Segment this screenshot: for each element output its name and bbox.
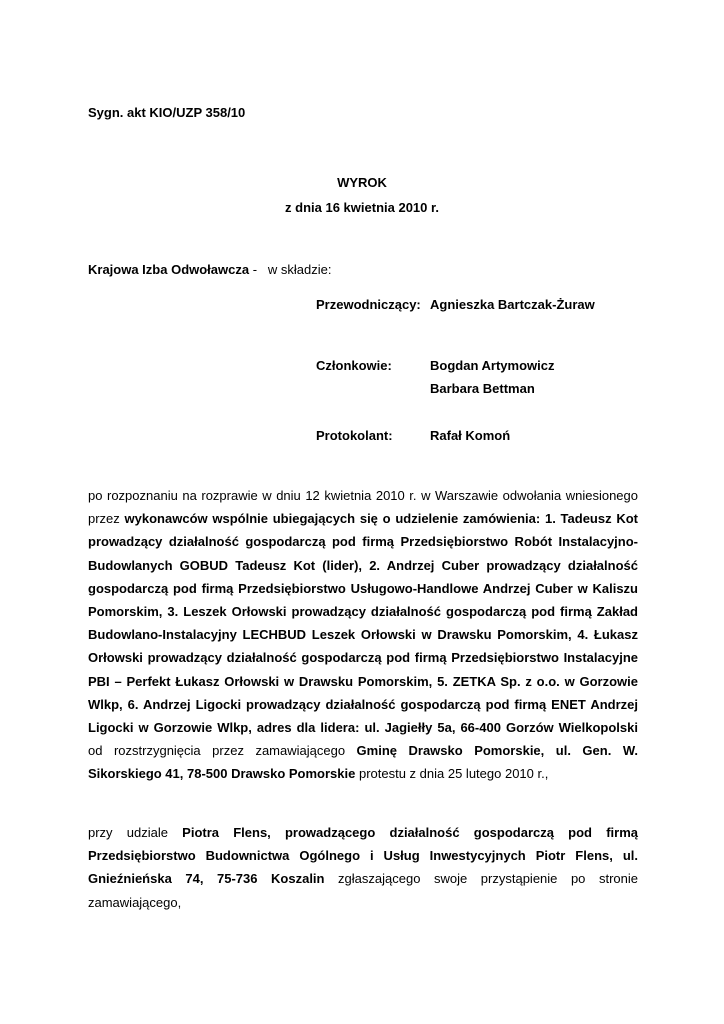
chair-name: Agnieszka Bartczak-Żuraw — [430, 297, 595, 312]
document-title: WYROK — [337, 175, 387, 190]
court-name: Krajowa Izba Odwoławcza — [88, 262, 250, 277]
court-separator: - — [249, 262, 268, 277]
composition-label: w składzie: — [267, 262, 332, 277]
clerk-label: Protokolant: — [316, 428, 393, 443]
chair-label: Przewodniczący: — [316, 297, 421, 312]
member-name: Barbara Bettman — [430, 381, 535, 396]
intervener: Piotra Flens, prowadzącego działalność gospodarczą pod firmą Przedsiębiorstwo Budownictwa Ogólnego i Usług Inwestycyjnych Piotr Flens, ul. Gnieźnieńska 74, 75-736 Koszalin — [88, 825, 638, 887]
contracting-authority: Gminę Drawsko Pomorskie, ul. Gen. W. Sikorskiego 41, 78-500 Drawsko Pomorskie — [88, 743, 638, 782]
clerk-name: Rafał Komoń — [430, 428, 511, 443]
court-line — [88, 262, 331, 277]
judgment-date: z dnia 16 kwietnia 2010 r. — [285, 200, 439, 215]
intervener-paragraph — [88, 821, 638, 914]
appeal-paragraph — [88, 484, 638, 786]
text-run: zgłaszającego swoje przystąpienie po stronie zamawiającego, — [88, 871, 638, 910]
text-run: po rozpoznaniu na rozprawie w dniu 12 kwietnia 2010 r. w Warszawie odwołania wniesionego przez — [88, 488, 638, 527]
text-run: przy udziale — [88, 825, 183, 840]
case-number: Sygn. akt KIO/UZP 358/10 — [88, 105, 246, 120]
text-run: protestu z dnia 25 lutego 2010 r., — [355, 766, 549, 782]
text-run: od rozstrzygnięcia przez zamawiającego — [88, 743, 357, 759]
members-label: Członkowie: — [316, 358, 392, 373]
appellants: wykonawców wspólnie ubiegających się o udzielenie zamówienia: 1. Tadeusz Kot prowadzący działalność gospodarczą pod firmą Przedsiębiorstwo Robót Instalacyjno-Budowlanych GOBUD Tadeusz Kot (lider), 2. Andrzej Cuber prowadzący działalność gospodarczą pod firmą Przedsiębiorstwo Usługowo-Handlowe Andrzej Cuber w Kaliszu Pomorskim, 3. Leszek Orłowski prowadzący działalność gospodarczą pod firmą Zakład Budowlano-Instalacyjny LECHBUD Leszek Orłowski w Drawsku Pomorskim, 4. Łukasz Orłowski prowadzący działalność gospodarczą pod firmą Przedsiębiorstwo Instalacyjne PBI – Perfekt Łukasz Orłowski w Drawsku Pomorskim, 5. ZETKA Sp. z o.o. w Gorzowie Wlkp, 6. Andrzej Ligocki prowadzący działalność gospodarczą pod firmą ENET Andrzej Ligocki w Gorzowie Wlkp, adres dla lidera: ul. Jagiełły 5a, 66-400 Gorzów Wielkopolski — [88, 511, 639, 736]
member-name: Bogdan Artymowicz — [430, 358, 555, 373]
